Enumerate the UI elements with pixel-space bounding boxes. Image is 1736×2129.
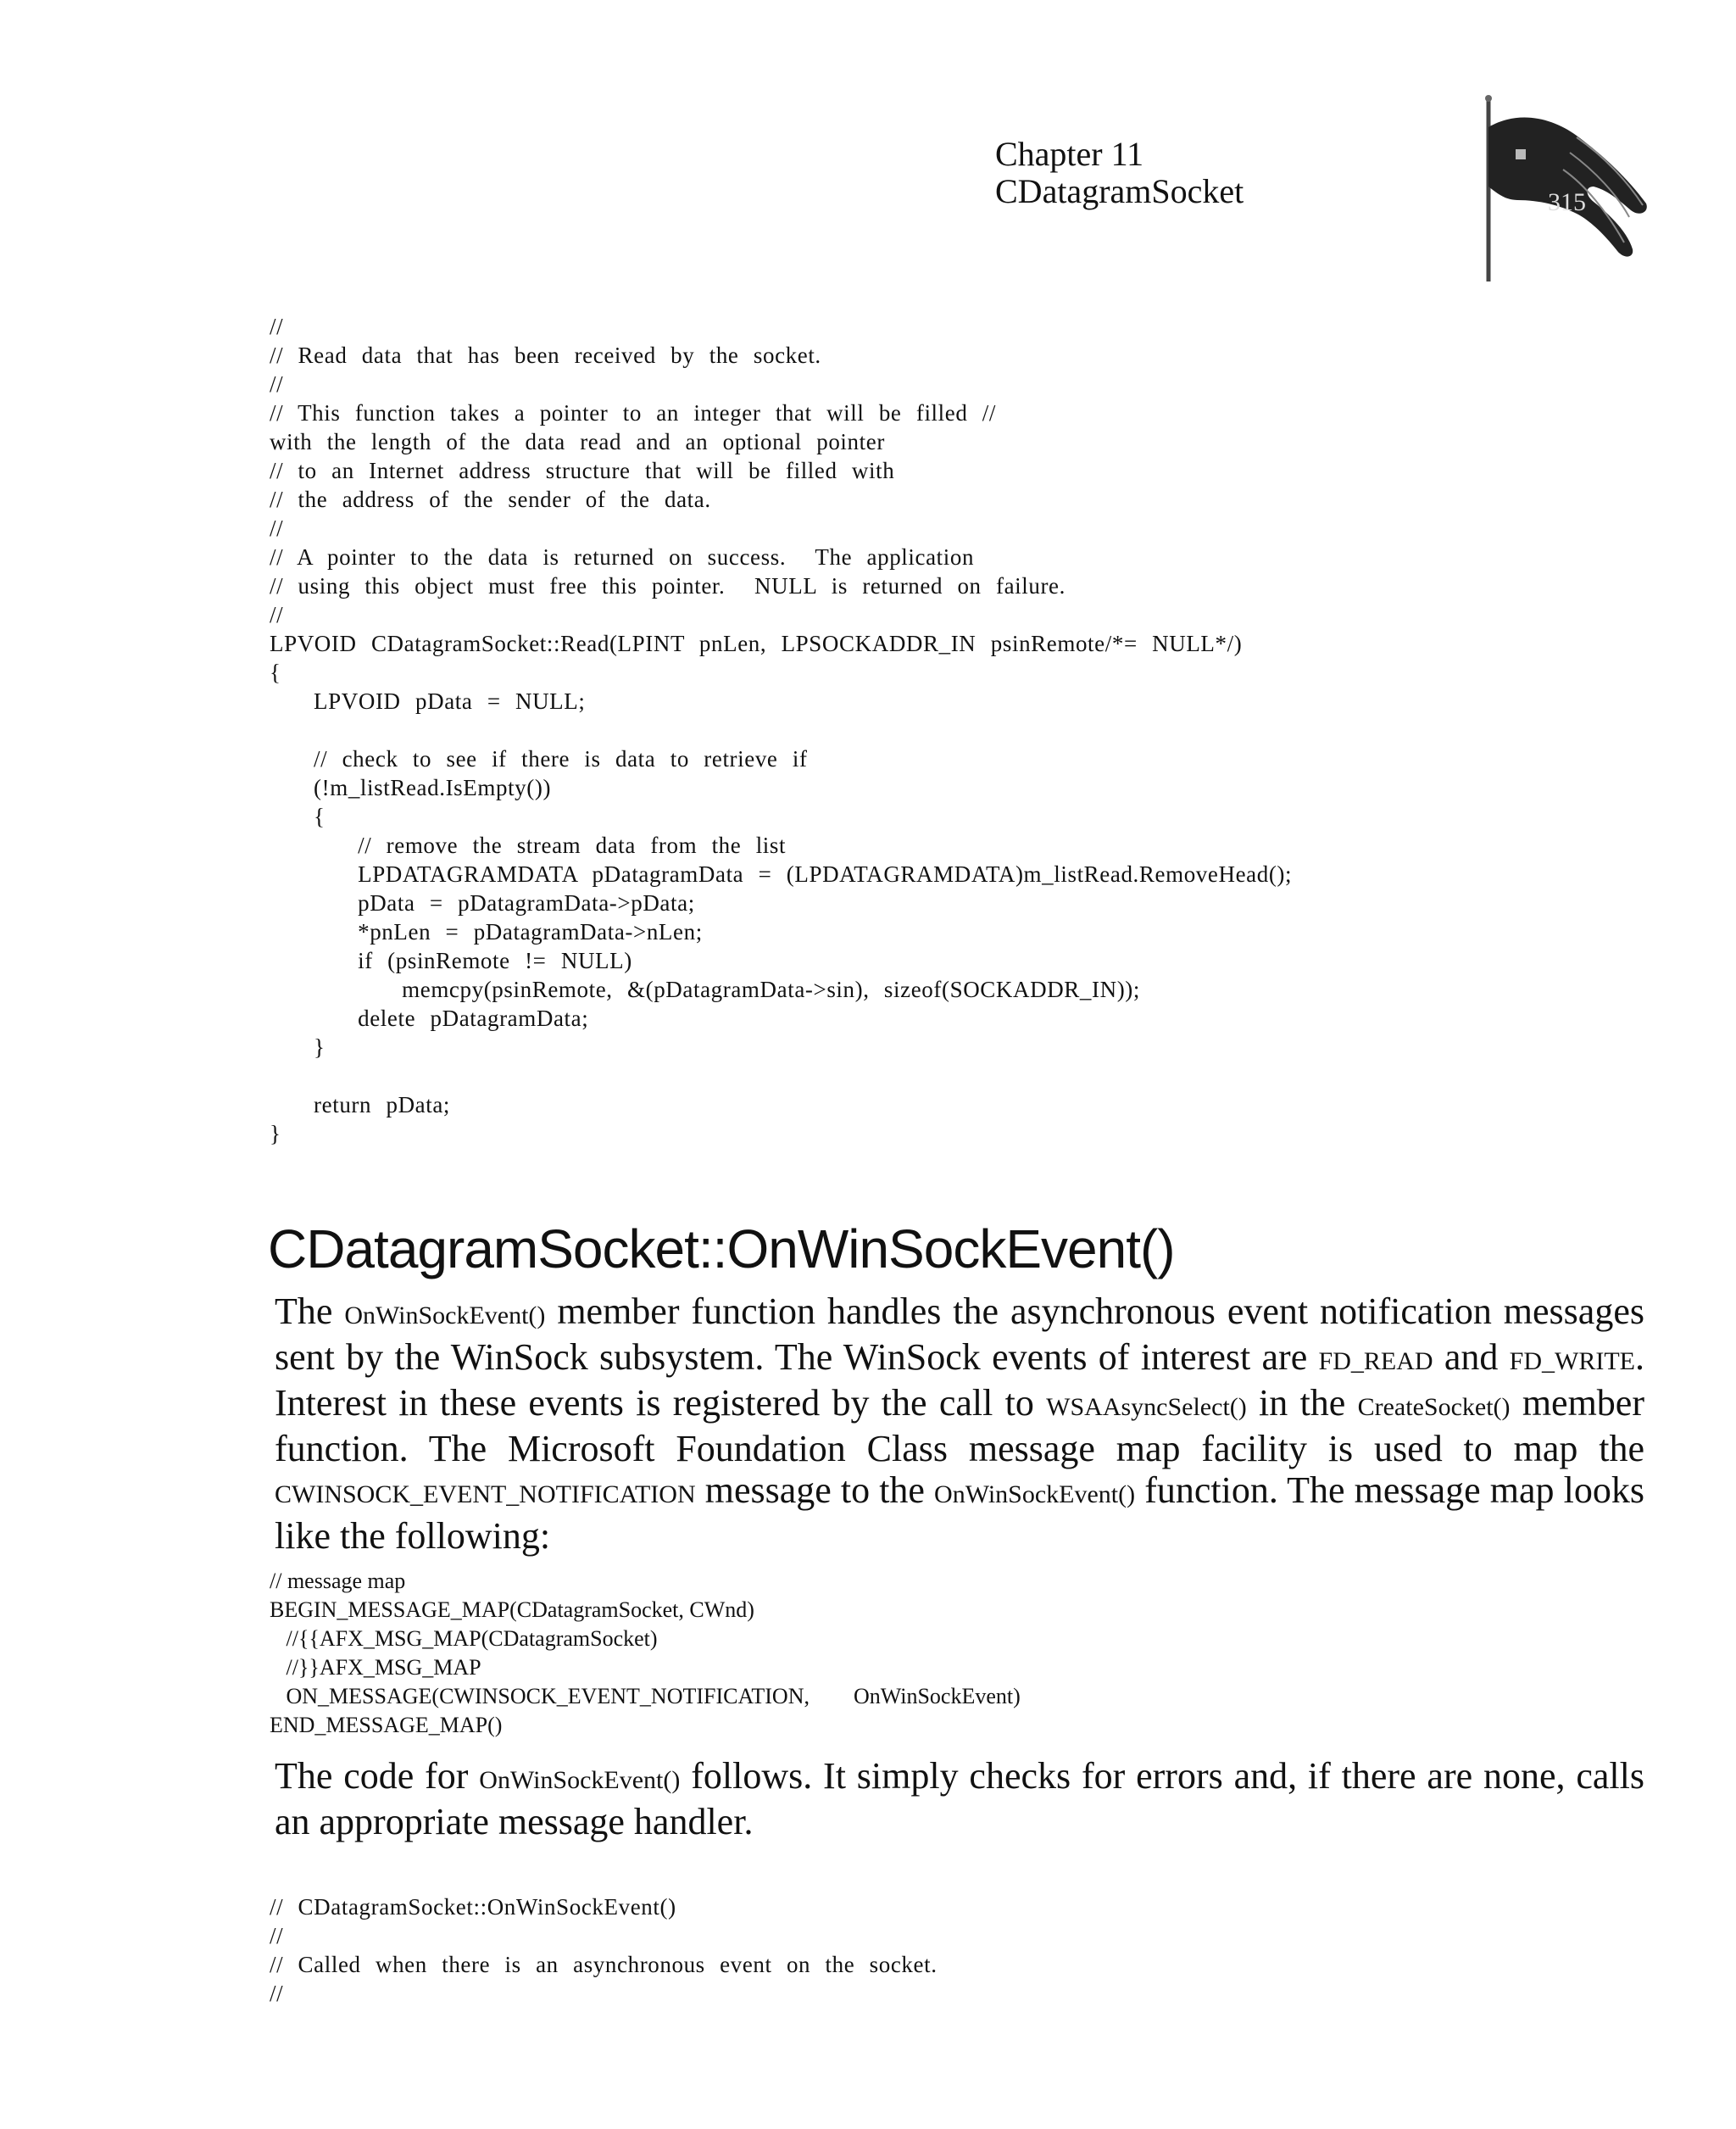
section-heading: CDatagramSocket::OnWinSockEvent() [268,1218,1175,1279]
paragraph-text: The [275,1290,345,1332]
code-line: END_MESSAGE_MAP() [270,1713,503,1737]
code-line: // Called when there is an asynchronous event on the socket. [270,1952,938,1977]
paragraph-text: in the [1246,1382,1358,1424]
inline-code: CreateSocket() [1357,1393,1511,1421]
chapter-title: CDatagramSocket [995,172,1244,210]
code-line: { [270,660,281,685]
inline-code: OnWinSockEvent() [934,1480,1136,1508]
chapter-label: Chapter 11 [995,135,1144,173]
page-number: 315 [1548,188,1586,216]
code-line: pData = pDatagramData->pData; [270,890,695,916]
code-line: // Read data that has been received by the socket. [270,343,821,368]
code-line: // A pointer to the data is returned on success. The application [270,544,975,570]
paragraph-text: message to the [695,1469,935,1511]
paragraph-text: function. The message map looks like the following: [275,1469,1644,1557]
code-line: // CDatagramSocket::OnWinSockEvent() [270,1894,676,1920]
code-line: // This function takes a pointer to an integer that will be filled // [270,400,996,426]
paragraph-text: member function. The Microsoft Foundation Class message map facility is used to map the [275,1382,1644,1469]
code-line: LPVOID pData = NULL; [270,688,586,714]
inline-code: FD_READ [1318,1347,1433,1375]
inline-code: OnWinSockEvent() [479,1766,681,1794]
code-line [270,716,1292,744]
code-line: } [270,1121,281,1146]
code-line: //}}AFX_MSG_MAP [270,1655,481,1680]
code-line: // message map [270,1569,406,1593]
body-paragraph-event-handling [275,1290,1644,1557]
code-block-onwinsockevent-comment [270,1892,938,2008]
paragraph-text: . Interest in these events is registered by the call to [275,1336,1644,1424]
code-line: // [270,314,284,339]
code-line: delete pDatagramData; [270,1006,589,1031]
paragraph-text: member function handles the asynchronous event notification messages sent by the WinSock subsystem. The WinSock events of interest are [275,1290,1644,1378]
inline-code: OnWinSockEvent() [344,1301,546,1329]
code-block-read-function [270,312,1292,1148]
code-line: ON_MESSAGE(CWINSOCK_EVENT_NOTIFICATION, OnWinSockEvent) [270,1684,1021,1708]
code-line: } [270,1034,326,1060]
code-line: // [270,371,284,397]
paragraph-text: The code for [275,1755,480,1797]
code-line: return pData; [270,1092,451,1117]
code-line: { [270,804,326,829]
code-line: // [270,1981,284,2006]
code-line [270,1062,1292,1090]
code-line: LPDATAGRAMDATA pDatagramData = (LPDATAGRAMDATA)m_listRead.RemoveHead(); [270,861,1293,887]
code-line: with the length of the data read and an optional pointer [270,429,885,454]
code-line: memcpy(psinRemote, &(pDatagramData->sin), sizeof(SOCKADDR_IN)); [270,977,1140,1002]
code-line: // remove the stream data from the list [270,833,787,858]
paragraph-text: follows. It simply checks for errors and, if there are none, calls an appropriate message handler. [275,1755,1644,1842]
code-line: // [270,602,284,627]
code-line: // check to see if there is data to retrieve if [270,746,808,772]
body-paragraph-code-intro [275,1755,1644,1842]
paragraph-text: and [1433,1336,1510,1378]
code-line: // [270,516,284,541]
code-line: BEGIN_MESSAGE_MAP(CDatagramSocket, CWnd) [270,1597,754,1622]
inline-code: CWINSOCK_EVENT_NOTIFICATION [275,1480,696,1508]
code-line: // the address of the sender of the data. [270,487,711,512]
code-line: // to an Internet address structure that will be filled with [270,458,895,483]
code-line: LPVOID CDatagramSocket::Read(LPINT pnLen, LPSOCKADDR_IN psinRemote/*= NULL*/) [270,631,1243,656]
code-line: if (psinRemote != NULL) [270,948,632,973]
chapter-header [995,136,1244,210]
code-line: //{{AFX_MSG_MAP(CDatagramSocket) [270,1626,658,1651]
inline-code: WSAAsyncSelect() [1046,1393,1247,1421]
code-block-message-map [270,1567,1021,1740]
inline-code: FD_WRITE [1509,1347,1635,1375]
code-line: *pnLen = pDatagramData->nLen; [270,919,703,945]
code-line: // using this object must free this pointer. NULL is returned on failure. [270,573,1066,599]
code-line: (!m_listRead.IsEmpty()) [270,775,552,800]
code-line: // [270,1923,284,1948]
